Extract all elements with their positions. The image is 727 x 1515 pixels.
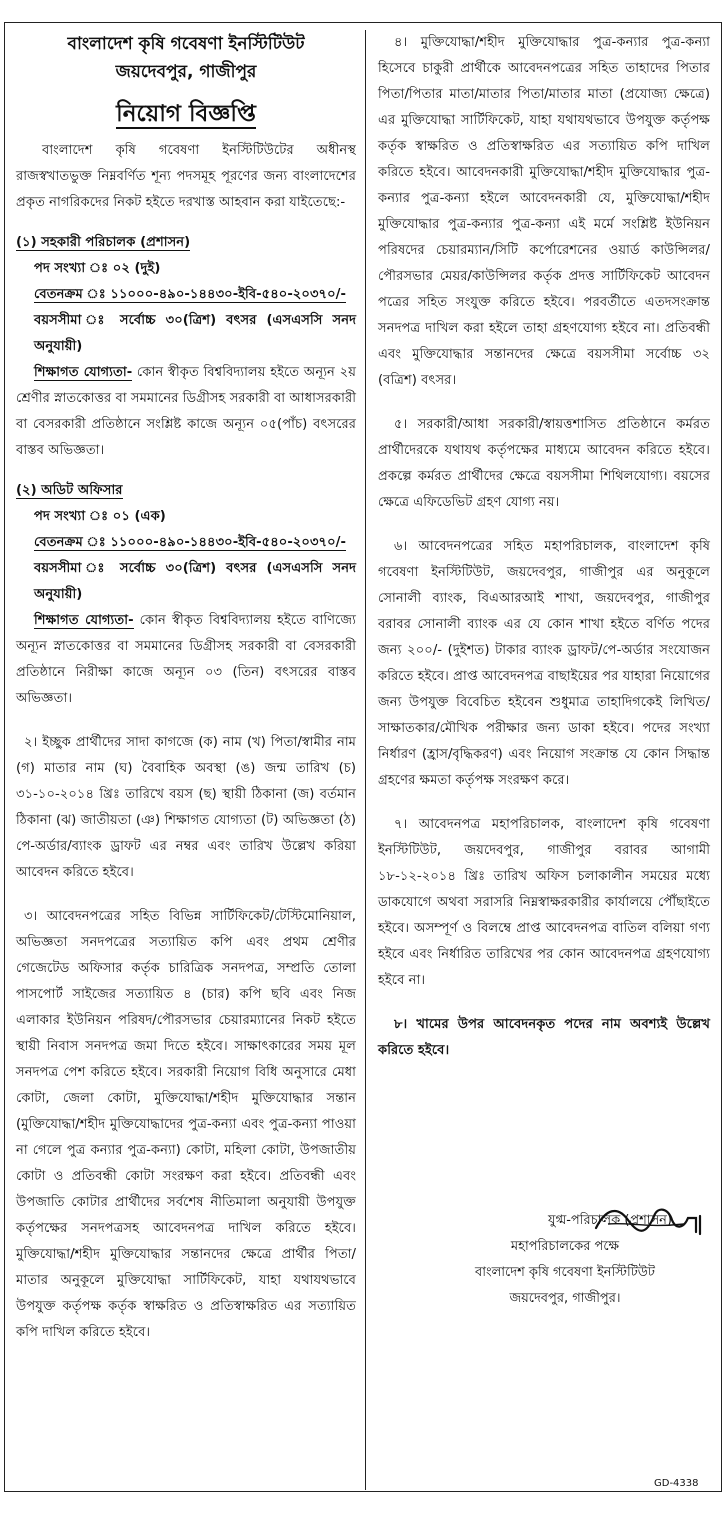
notice-title-text: নিয়োগ বিজ্ঞপ্তি [116,101,256,127]
post-1-count: পদ সংখ্যা ঃ ০২ (দুই) [34,261,161,276]
post-1-pay-scale [16,282,356,308]
left-column [16,30,356,1346]
post-2-title [16,478,356,504]
post-1-qual-label: শিক্ষাগত যোগ্যতা- [34,365,133,380]
signer-on-behalf: মহাপরিচালকের পক্ষে [510,1239,620,1254]
footer-code: GD-4338 [654,1478,699,1489]
post-2-title-text: (২) অডিট অফিসার [16,483,123,498]
post-1-title [16,230,356,256]
clause-7: ৭। আবেদনপত্র মহাপরিচালক, বাংলাদেশ কৃষি গবেষণা ইনস্টিটিউট, জয়দেবপুর, গাজীপুর বরাবর আগামী ১৮-১২-২০১৪ খ্রিঃ তারিখ অফিস চলাকালীন সময়ের মধ্যে ডাকযোগে অথবা সরাসরি নিম্নস্বাক্ষরকারীর কার্যালয়ে পৌঁছাইতে হইবে। অসম্পূর্ণ ও বিলম্বে প্রাপ্ত আবেদনপত্র বাতিল বলিয়া গণ্য হইবে এবং নির্ধারিত তারিখের পর কোন আবেদনপত্র গ্রহণযোগ্য হইবে না। [378,817,710,988]
clause-5: ৫। সরকারী/আধা সরকারী/স্বায়ত্তশাসিত প্রতিষ্ঠানে কর্মরত প্রার্থীদেরকে যথাযথ কর্তৃপক্ষের মাধ্যমে আবেদন করিতে হইবে। প্রকল্পে কর্মরত প্রার্থীদের ক্ষেত্রে বয়সসীমা শিথিলযোগ্য। বয়সের ক্ষেত্রে এফিডেভিট গ্রহণ যোগ্য নয়। [378,417,710,510]
signer-org: বাংলাদেশ কৃষি গবেষণা ইনস্টিটিউট [474,1265,655,1280]
post-1-qual-text: কোন স্বীকৃত বিশ্ববিদ্যালয় হইতে অন্যূন ২য় শ্রেণীর স্নাতকোত্তর বা সমমানের ডিগ্রীসহ সরকারী বা আধাসরকারী বা বেসরকারী প্রতিষ্ঠানে সংশ্লিষ্ট কাজে অন্যূন ০৫(পাঁচ) বৎসরের বাস্তব অভিজ্ঞতা। [16,365,356,458]
intro-paragraph: বাংলাদেশ কৃষি গবেষণা ইনস্টিটিউটের অধীনস্থ রাজস্বখাতভুক্ত নিম্নবর্ণিত শূন্য পদসমূহ পূরণের জন্য বাংলাদেশের প্রকৃত নাগরিকদের নিকট হইতে দরখাস্ত আহবান করা যাইতেছে:- [16,143,356,210]
clause-2: ২। ইচ্ছুক প্রার্থীদের সাদা কাগজে (ক) নাম (খ) পিতা/স্বামীর নাম (গ) মাতার নাম (ঘ) বৈবাহিক অবস্থা (ঙ) জন্ম তারিখ (চ) ৩১-১০-২০১৪ খ্রিঃ তারিখে বয়স (ছ) স্থায়ী ঠিকানা (জ) বর্তমান ঠিকানা (ঝ) জাতীয়তা (ঞ) শিক্ষাগত যোগ্যতা (ট) অভিজ্ঞতা (ঠ) পে-অর্ডার/ব্যাংক ড্রাফট এর নম্বর এবং তারিখ উল্লেখ করিয়া আবেদন করিতে হইবে। [16,735,356,880]
post-2-count: পদ সংখ্যা ঃ ০১ (এক) [34,509,166,524]
post-2-pay-scale-text: বেতনক্রম ঃ ১১০০০-৪৯০-১৪৪৩০-ইবি-৫৪০-২০৩৭০/- [34,535,346,550]
notice-title [16,94,356,134]
post-1-age-limit: বয়সসীমা ঃ সর্বোচ্চ ৩০(ত্রিশ) বৎসর (এসএসসি সনদ অনুযায়ী) [34,313,356,354]
signer-designation: যুগ্ম-পরিচালক (প্রশাসন) [547,1213,672,1228]
clause-4: ৪। মুক্তিযোদ্ধা/শহীদ মুক্তিযোদ্ধার পুত্র-কন্যার পুত্র-কন্যা হিসেবে চাকুরী প্রার্থীকে আবেদনপত্রের সহিত তাহাদের পিতার পিতা/পিতার মাতা/মাতার পিতা/মাতার মাতা (প্রযোজ্য ক্ষেত্রে) এর মুক্তিযোদ্ধা সার্টিফিকেট, যাহা যথাযথভাবে উপযুক্ত কর্তৃপক্ষ কর্তৃক স্বাক্ষরিত ও প্রতিস্বাক্ষরিত এর সত্যায়িত কপি দাখিল করিতে হইবে। আবেদনকারী মুক্তিযোদ্ধা/শহীদ মুক্তিযোদ্ধার পুত্র-কন্যার পুত্র-কন্যা হইলে আবেদনকারী যে, মুক্তিযোদ্ধা/শহীদ মুক্তিযোদ্ধার পুত্র-কন্যার পুত্র-কন্যা এই মর্মে সংশ্লিষ্ট ইউনিয়ন পরিষদের চেয়ারম্যান/সিটি কর্পোরেশনের ওয়ার্ড কাউন্সিলর/পৌরসভার মেয়র/কাউন্সিলর কর্তৃক প্রদত্ত সার্টিফিকেট আবেদন পত্রের সহিত সংযুক্ত করিতে হইবে। পরবর্তীতে এতদসংক্রান্ত সনদপত্র দাখিল করা হইলে তাহা গ্রহণযোগ্য হইবে না। প্রতিবন্ধী এবং মুক্তিযোদ্ধার সন্তানদের ক্ষেত্রে বয়সসীমা সর্বোচ্চ ৩২ (বত্রিশ) বৎসর। [378,35,710,388]
org-name: বাংলাদেশ কৃষি গবেষণা ইনস্টিটিউট [67,34,305,54]
right-column [378,30,710,1064]
clause-8: ৮। খামের উপর আবেদনকৃত পদের নাম অবশ্যই উল্লেখ করিতে হইবে। [378,1017,710,1058]
post-2-qual-text: কোন স্বীকৃত বিশ্ববিদ্যালয় হইতে বাণিজ্যে অন্যূন স্নাতকোত্তর বা সমমানের ডিগ্রীসহ সরকারী বা বেসরকারী প্রতিষ্ঠানে নিরীক্ষা কাজে অন্যূন ০৩ (তিন) বৎসরের বাস্তব অভিজ্ঞতা। [16,613,356,706]
post-2-pay-scale [16,530,356,556]
org-location: জয়দেবপুর, গাজীপুর [115,62,257,82]
signature-block [430,1208,700,1312]
signer-location: জয়দেবপুর, গাজীপুর। [509,1291,621,1306]
clause-3: ৩। আবেদনপত্রের সহিত বিভিন্ন সার্টিফিকেট/টেস্টিমোনিয়াল, অভিজ্ঞতা সনদপত্রের সত্যায়িত কপি এবং প্রথম শ্রেণীর গেজেটেড অফিসার কর্তৃক চারিত্রিক সনদপত্র, সম্প্রতি তোলা পাসপোর্ট সাইজের সত্যায়িত ৪ (চার) কপি ছবি এবং নিজ এলাকার ইউনিয়ন পরিষদ/পৌরসভার চেয়ারম্যানের নিকট হইতে স্থায়ী নিবাস সনদপত্র জমা দিতে হইবে। সাক্ষাৎকারের সময় মূল সনদপত্র পেশ করিতে হইবে। সরকারী নিয়োগ বিধি অনুসারে মেধা কোটা, জেলা কোটা, মুক্তিযোদ্ধা/শহীদ মুক্তিযোদ্ধার সন্তান (মুক্তিযোদ্ধা/শহীদ মুক্তিযোদ্ধাদের পুত্র-কন্যা এবং পুত্র-কন্যা পাওয়া না গেলে পুত্র কন্যার পুত্র-কন্যা) কোটা, মহিলা কোটা, উপজাতীয় কোটা ও প্রতিবন্ধী কোটা সংরক্ষণ করা হইবে। প্রতিবন্ধী এবং উপজাতি কোটার প্রার্থীদের সর্বশেষ নীতিমালা অনুযায়ী উপযুক্ত কর্তৃপক্ষের সনদপত্রসহ আবেদনপত্র দাখিল করিতে হইবে। মুক্তিযোদ্ধা/শহীদ মুক্তিযোদ্ধার সন্তানদের ক্ষেত্রে প্রার্থীর পিতা/মাতার অনুকূলে মুক্তিযোদ্ধা সার্টিফিকেট, যাহা যথাযথভাবে উপযুক্ত কর্তৃপক্ষ কর্তৃক স্বাক্ষরিত ও প্রতিস্বাক্ষরিত এর সত্যায়িত কপি দাখিল করিতে হইবে। [16,909,356,1340]
post-2-qualification [16,608,356,712]
column-divider [365,30,366,1490]
post-1-qualification [16,360,356,464]
post-1-title-text: (১) সহকারী পরিচালক (প্রশাসন) [16,235,191,250]
clause-6: ৬। আবেদনপত্রের সহিত মহাপরিচালক, বাংলাদেশ কৃষি গবেষণা ইনস্টিটিউট, জয়দেবপুর, গাজীপুর এর অনুকূলে সোনালী ব্যাংক, বিএআরআই শাখা, জয়দেবপুর, গাজীপুর বরাবর সোনালী ব্যাংক এর যে কোন শাখা হইতে বর্ণিত পদের জন্য ২০০/- (দুইশত) টাকার ব্যাংক ড্রাফট/পে-অর্ডার সংযোজন করিতে হইবে। প্রাপ্ত আবেদনপত্র বাছাইয়ের পর যাহারা নিয়োগের জন্য উপযুক্ত বিবেচিত হইবেন শুধুমাত্র তাহাদিগকেই লিখিত/সাক্ষাতকার/মৌখিক পরীক্ষার জন্য ডাকা হইবে। পদের সংখ্যা নির্ধারণ (হ্রাস/বৃদ্ধিকরণ) এবং নিয়োগ সংক্রান্ত যে কোন সিদ্ধান্ত গ্রহণের ক্ষমতা কর্তৃপক্ষ সংরক্ষণ করে। [378,539,710,788]
post-2-qual-label: শিক্ষাগত যোগ্যতা- [34,613,134,628]
post-1-pay-scale-text: বেতনক্রম ঃ ১১০০০-৪৯০-১৪৪৩০-ইবি-৫৪০-২০৩৭০/- [34,287,346,302]
post-2-age-limit: বয়সসীমা ঃ সর্বোচ্চ ৩০(ত্রিশ) বৎসর (এসএসসি সনদ অনুযায়ী) [34,561,356,602]
